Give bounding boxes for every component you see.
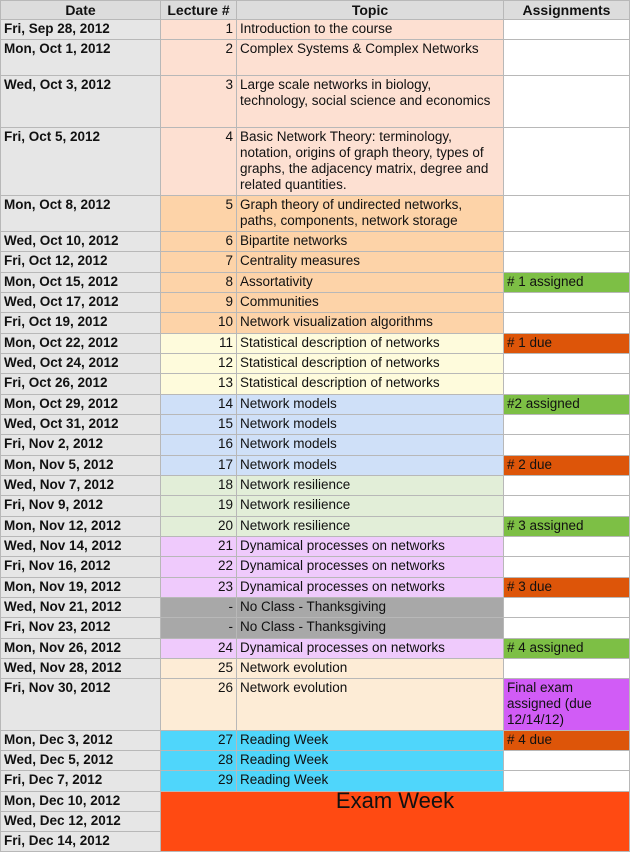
schedule-row: [1, 128, 630, 196]
header-row: [1, 1, 630, 20]
lecture-number-cell: 25: [161, 659, 237, 679]
assignment-cell: # 3 due: [504, 578, 630, 598]
schedule-row: [1, 537, 630, 557]
schedule-row: [1, 476, 630, 496]
date-cell: Fri, Nov 16, 2012: [1, 557, 161, 578]
assignment-cell: # 4 due: [504, 731, 630, 751]
date-cell: Wed, Nov 28, 2012: [1, 659, 161, 679]
schedule-row: [1, 598, 630, 618]
date-cell: Mon, Nov 12, 2012: [1, 517, 161, 537]
schedule-row: [1, 232, 630, 252]
assignment-cell: [504, 232, 630, 252]
schedule-row: [1, 415, 630, 435]
lecture-number-cell: 15: [161, 415, 237, 435]
topic-cell: No Class - Thanksgiving: [237, 598, 504, 618]
topic-cell: Network models: [237, 395, 504, 415]
assignment-cell: [504, 128, 630, 196]
date-cell: Wed, Oct 24, 2012: [1, 354, 161, 374]
date-cell: Fri, Oct 12, 2012: [1, 252, 161, 273]
date-cell: Fri, Oct 26, 2012: [1, 374, 161, 395]
schedule-row: [1, 40, 630, 76]
assignment-cell: #2 assigned: [504, 395, 630, 415]
topic-cell: Network models: [237, 415, 504, 435]
date-cell: Mon, Dec 3, 2012: [1, 731, 161, 751]
lecture-number-cell: 13: [161, 374, 237, 395]
assignment-cell: [504, 313, 630, 334]
assignment-cell: [504, 76, 630, 128]
assignment-cell: [504, 40, 630, 76]
lecture-number-cell: 3: [161, 76, 237, 128]
schedule-row: [1, 76, 630, 128]
topic-cell: Network resilience: [237, 496, 504, 517]
assignment-cell: # 1 assigned: [504, 273, 630, 293]
date-cell: Mon, Oct 15, 2012: [1, 273, 161, 293]
topic-cell: Assortativity: [237, 273, 504, 293]
schedule-row: [1, 273, 630, 293]
topic-cell: Communities: [237, 293, 504, 313]
schedule-row: [1, 334, 630, 354]
topic-cell: Dynamical processes on networks: [237, 537, 504, 557]
topic-cell: Bipartite networks: [237, 232, 504, 252]
date-column-header: Date: [1, 1, 161, 20]
lecture-number-cell: 5: [161, 196, 237, 232]
date-cell: Mon, Oct 29, 2012: [1, 395, 161, 415]
lecture-number-cell: 10: [161, 313, 237, 334]
topic-cell: Network evolution: [237, 679, 504, 731]
assignment-cell: [504, 618, 630, 639]
topic-cell: Network evolution: [237, 659, 504, 679]
exam-week-row: [1, 792, 630, 812]
assignment-cell: # 1 due: [504, 334, 630, 354]
lecture-number-cell: 24: [161, 639, 237, 659]
topic-cell: Network models: [237, 456, 504, 476]
topic-cell: Dynamical processes on networks: [237, 639, 504, 659]
lecture-number-cell: 19: [161, 496, 237, 517]
topic-cell: Reading Week: [237, 771, 504, 792]
assignment-cell: [504, 476, 630, 496]
lecture-number-cell: -: [161, 598, 237, 618]
assignment-cell: [504, 435, 630, 456]
lecture-number-cell: 1: [161, 20, 237, 40]
schedule-row: [1, 395, 630, 415]
topic-cell: Basic Network Theory: terminology, notation, origins of graph theory, types of graphs, the adjacency matrix, degree and related quantities.: [237, 128, 504, 196]
topic-cell: Statistical description of networks: [237, 374, 504, 395]
lecture-number-cell: 4: [161, 128, 237, 196]
topic-cell: No Class - Thanksgiving: [237, 618, 504, 639]
topic-cell: Network resilience: [237, 476, 504, 496]
schedule-row: [1, 659, 630, 679]
lecture-number-cell: 14: [161, 395, 237, 415]
lecture-column-header: Lecture #: [161, 1, 237, 20]
date-cell: Fri, Oct 5, 2012: [1, 128, 161, 196]
date-cell: Wed, Oct 17, 2012: [1, 293, 161, 313]
date-cell: Fri, Oct 19, 2012: [1, 313, 161, 334]
date-cell: Fri, Dec 7, 2012: [1, 771, 161, 792]
assignment-cell: [504, 293, 630, 313]
topic-cell: Centrality measures: [237, 252, 504, 273]
lecture-number-cell: 16: [161, 435, 237, 456]
assignment-cell: [504, 196, 630, 232]
lecture-number-cell: 29: [161, 771, 237, 792]
topic-cell: Dynamical processes on networks: [237, 578, 504, 598]
schedule-row: [1, 618, 630, 639]
topic-cell: Network models: [237, 435, 504, 456]
schedule-row: [1, 252, 630, 273]
schedule-row: [1, 578, 630, 598]
topic-cell: Reading Week: [237, 731, 504, 751]
schedule-row: [1, 196, 630, 232]
date-cell: Wed, Nov 14, 2012: [1, 537, 161, 557]
date-cell: Fri, Sep 28, 2012: [1, 20, 161, 40]
topic-cell: Network visualization algorithms: [237, 313, 504, 334]
topic-cell: Statistical description of networks: [237, 334, 504, 354]
lecture-number-cell: 6: [161, 232, 237, 252]
topic-cell: Dynamical processes on networks: [237, 557, 504, 578]
lecture-number-cell: 21: [161, 537, 237, 557]
date-cell: Mon, Nov 5, 2012: [1, 456, 161, 476]
schedule-row: [1, 496, 630, 517]
schedule-row: [1, 456, 630, 476]
lecture-number-cell: 23: [161, 578, 237, 598]
schedule-row: [1, 731, 630, 751]
topic-cell: Reading Week: [237, 751, 504, 771]
date-cell: Wed, Nov 21, 2012: [1, 598, 161, 618]
lecture-number-cell: 28: [161, 751, 237, 771]
date-cell: Mon, Nov 26, 2012: [1, 639, 161, 659]
assignment-cell: [504, 537, 630, 557]
topic-cell: Statistical description of networks: [237, 354, 504, 374]
date-cell: Wed, Nov 7, 2012: [1, 476, 161, 496]
date-cell: Mon, Dec 10, 2012: [1, 792, 161, 812]
exam-week-banner: Exam Week: [161, 792, 630, 852]
assignment-cell: [504, 496, 630, 517]
lecture-number-cell: 9: [161, 293, 237, 313]
date-cell: Wed, Oct 3, 2012: [1, 76, 161, 128]
topic-column-header: Topic: [237, 1, 504, 20]
date-cell: Fri, Nov 9, 2012: [1, 496, 161, 517]
lecture-number-cell: 7: [161, 252, 237, 273]
date-cell: Fri, Nov 2, 2012: [1, 435, 161, 456]
date-cell: Mon, Oct 1, 2012: [1, 40, 161, 76]
assignment-cell: [504, 557, 630, 578]
topic-cell: Complex Systems & Complex Networks: [237, 40, 504, 76]
date-cell: Wed, Dec 12, 2012: [1, 812, 161, 832]
lecture-number-cell: 12: [161, 354, 237, 374]
schedule-body: [1, 20, 630, 852]
lecture-number-cell: 22: [161, 557, 237, 578]
schedule-row: [1, 771, 630, 792]
date-cell: Mon, Oct 8, 2012: [1, 196, 161, 232]
date-cell: Wed, Oct 10, 2012: [1, 232, 161, 252]
schedule-row: [1, 293, 630, 313]
date-cell: Mon, Nov 19, 2012: [1, 578, 161, 598]
schedule-row: [1, 354, 630, 374]
lecture-number-cell: 11: [161, 334, 237, 354]
topic-cell: Large scale networks in biology, technology, social science and economics: [237, 76, 504, 128]
assignment-cell: [504, 374, 630, 395]
assignment-cell: [504, 598, 630, 618]
schedule-row: [1, 679, 630, 731]
schedule-row: [1, 557, 630, 578]
assignment-cell: [504, 20, 630, 40]
lecture-number-cell: -: [161, 618, 237, 639]
schedule-row: [1, 313, 630, 334]
assignment-cell: # 3 assigned: [504, 517, 630, 537]
schedule-row: [1, 517, 630, 537]
date-cell: Mon, Oct 22, 2012: [1, 334, 161, 354]
assignment-cell: [504, 771, 630, 792]
lecture-number-cell: 20: [161, 517, 237, 537]
schedule-row: [1, 20, 630, 40]
schedule-row: [1, 435, 630, 456]
topic-cell: Introduction to the course: [237, 20, 504, 40]
schedule-row: [1, 639, 630, 659]
assignment-cell: [504, 415, 630, 435]
date-cell: Wed, Oct 31, 2012: [1, 415, 161, 435]
topic-cell: Network resilience: [237, 517, 504, 537]
assignment-cell: Final exam assigned (due 12/14/12): [504, 679, 630, 731]
date-cell: Fri, Nov 30, 2012: [1, 679, 161, 731]
assignment-cell: [504, 659, 630, 679]
assignment-cell: # 4 assigned: [504, 639, 630, 659]
assignments-column-header: Assignments: [504, 1, 630, 20]
schedule-row: [1, 374, 630, 395]
date-cell: Fri, Nov 23, 2012: [1, 618, 161, 639]
lecture-number-cell: 27: [161, 731, 237, 751]
topic-cell: Graph theory of undirected networks, paths, components, network storage: [237, 196, 504, 232]
lecture-number-cell: 17: [161, 456, 237, 476]
assignment-cell: [504, 354, 630, 374]
lecture-number-cell: 18: [161, 476, 237, 496]
assignment-cell: # 2 due: [504, 456, 630, 476]
assignment-cell: [504, 751, 630, 771]
date-cell: Fri, Dec 14, 2012: [1, 832, 161, 852]
assignment-cell: [504, 252, 630, 273]
date-cell: Wed, Dec 5, 2012: [1, 751, 161, 771]
schedule-row: [1, 751, 630, 771]
lecture-number-cell: 8: [161, 273, 237, 293]
lecture-number-cell: 26: [161, 679, 237, 731]
lecture-number-cell: 2: [161, 40, 237, 76]
